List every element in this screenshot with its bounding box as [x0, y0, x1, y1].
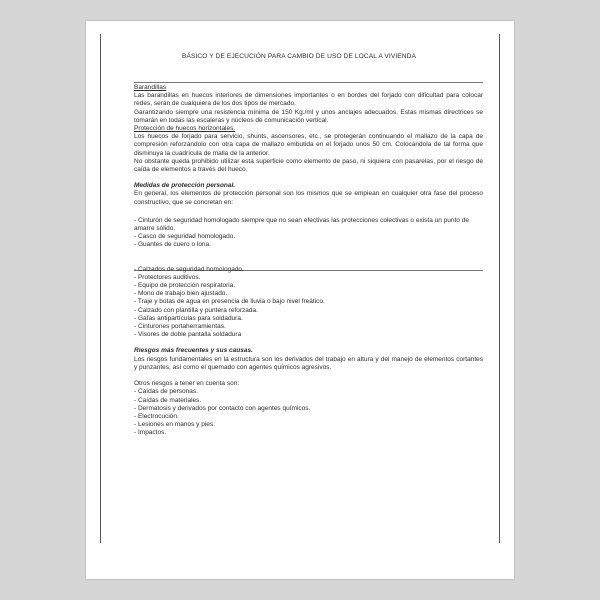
list-item: - Protectores auditivos.	[134, 273, 201, 281]
medidas-intro: En general, los elementos de protección personal son los mismos que se empiean en cualquier otra fase del proceso constructivo, que se concretan en:	[134, 190, 483, 206]
list-item: - Traje y botas de agua en presencia de lluvia o bajo nivel freático.	[134, 298, 325, 306]
barandillas-paragraph-2: Garantizando siempre una resistencia mínima de 150 Kg./ml y unos anclajes adecuados. Estas mismas directrices se tomarán en todas las escaleras y núcleos de comunicación vertical.	[134, 108, 483, 124]
riesgos-list	[134, 388, 483, 437]
list-item: - Guantes de cuero o lona.	[134, 241, 211, 249]
riesgos-intro: Los riesgos fundamentales en la estructura son los derivados del trabajo en altura y del manejo de elementos cortantes y punzantes, así como el quemado con agentes químicos agresivos.	[134, 355, 483, 371]
list-item: - Cinturones portaherramientas.	[134, 323, 226, 331]
huecos-paragraph-2: No obstante queda prohibido utilizar esta superficie como elemento de paso, ni siquiera con pasarelas, por el riesgo de caída de elementos a través del hueco.	[134, 157, 483, 174]
list-item: - Equipo de protección respiratoria.	[134, 282, 236, 290]
list-item: - Cinturón de seguridad homologado siempre que no sean efectivas las protecciones colectivas o exista un punto de amarre sólido.	[134, 216, 469, 233]
barandillas-heading: Barandillas	[134, 84, 167, 91]
list-item: - Calzado con plantilla y puntera reforzada.	[134, 306, 258, 314]
page-header: BÁSICO Y DE EJECUCIÓN PARA CAMBIO DE USO DE LOCAL A VIVIENDA	[181, 53, 417, 60]
list-item: - Impactos.	[134, 429, 167, 437]
list-item: - Lesiones en manos y pies.	[134, 421, 215, 429]
list-item: - Visores de doble pantalla soldadura	[134, 331, 242, 339]
list-item: - Electrocución.	[134, 412, 179, 420]
list-item: - Caídas de materiales.	[134, 396, 202, 404]
protection-list-a	[134, 217, 483, 250]
list-item: - Mono de trabajo bien ajustado.	[134, 290, 228, 298]
huecos-paragraph-1: Los huecos de forjado para servicio, shunts, ascensores, etc., se protegerán continuando el mallazo de la capa de compresión reforzándolo con otra capa de mallazo embutida en el forjado unos 50 cm. Colocándola de tal forma que disminuya la cuadrícula de malla de la anterior.	[134, 133, 483, 157]
header-rule	[134, 82, 483, 83]
list-item: - Calzados de seguridad homologado.	[134, 265, 244, 273]
riesgos-heading: Riesgos más frecuentes y sus causas.	[134, 347, 253, 355]
list-item: - Casco de seguridad homologado.	[134, 233, 236, 241]
document-body	[134, 84, 483, 438]
list-item: - Gafas antipartículas para soldadura.	[134, 314, 243, 322]
barandillas-paragraph-1: Las barandillas en huecos interiores de dimensiones importantes o en bordes del forjado con dificultad para colocar redes, serán de cualquiera de los dos tipos de mercado.	[134, 92, 483, 108]
list-item: - Dermatosis y derivados por contacto con agentes químicos.	[134, 404, 311, 412]
medidas-heading: Medidas de protección personal.	[134, 182, 236, 190]
otros-riesgos-title: Otros riesgos a tener en cuenta son:	[134, 380, 240, 388]
protection-list-b	[134, 266, 483, 340]
list-item: - Caídas de personas.	[134, 388, 198, 396]
huecos-heading: Protección de huecos horizontales.	[134, 125, 236, 133]
